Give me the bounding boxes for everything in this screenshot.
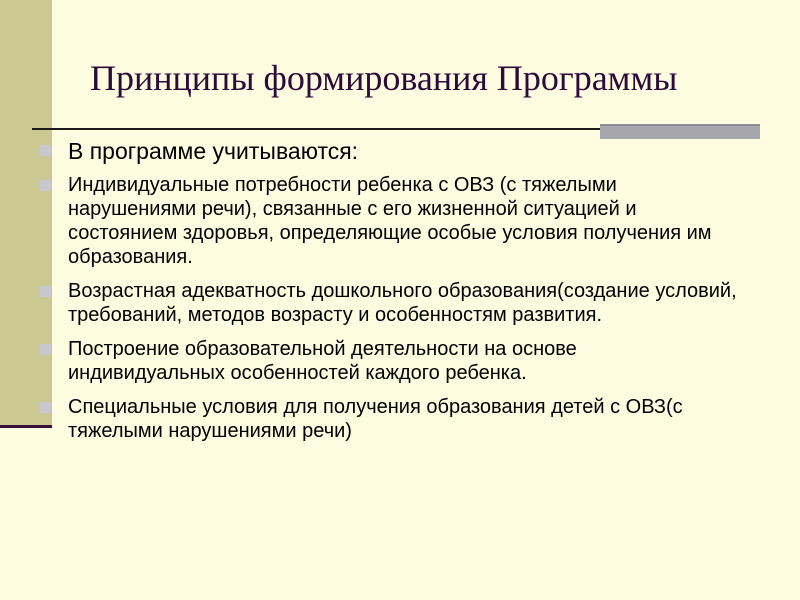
list-item-text: Возрастная адекватность дошкольного образования(создание условий, требований, методов возрасту и особенностям развития. (68, 280, 737, 326)
list-item (38, 137, 738, 165)
square-bullet-icon (40, 180, 51, 191)
bullet-list (38, 137, 738, 453)
list-item-text: Индивидуальные потребности ребенка с ОВЗ (с тяжелыми нарушениями речи), связанные с его жизненной ситуацией и состоянием здоровья, определяющие особые условия получения им образования. (68, 174, 712, 268)
list-item-text: Специальные условия для получения образования детей с ОВЗ(с тяжелыми нарушениями речи) (68, 396, 683, 442)
list-item (38, 279, 738, 327)
list-item (38, 395, 738, 443)
slide-title: Принципы формирования Программы (90, 58, 678, 98)
square-bullet-icon (40, 145, 51, 156)
list-item (38, 337, 738, 385)
square-bullet-icon (40, 286, 51, 297)
list-item (38, 173, 738, 269)
square-bullet-icon (40, 402, 51, 413)
square-bullet-icon (40, 344, 51, 355)
list-item-text: В программе учитываются: (68, 138, 359, 164)
list-item-text: Построение образовательной деятельности на основе индивидуальных особенностей каждого ребенка. (68, 338, 577, 384)
